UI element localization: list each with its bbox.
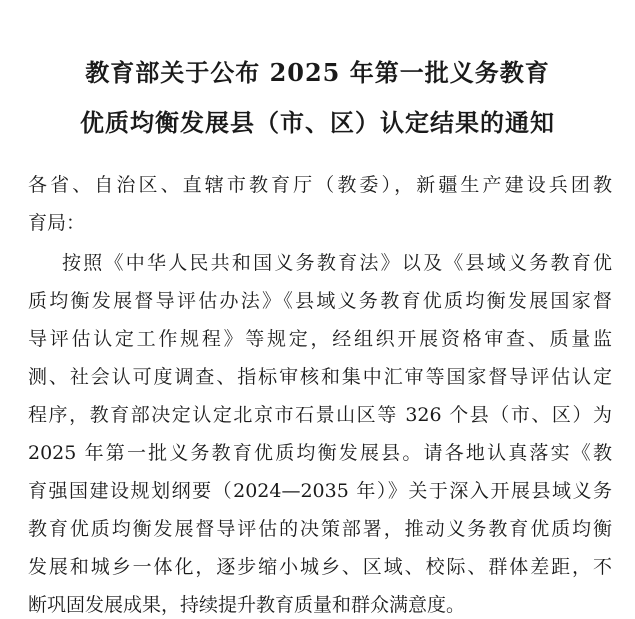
salutation-line-1: 各省、自治区、直辖市教育厅（教委），新疆生产建设兵团教 <box>28 174 612 196</box>
body-line: 测、社会认可度调查、指标审核和集中汇审等国家督导评估认定 <box>28 366 612 388</box>
body-line: 质均衡发展督导评估办法》《县域义务教育优质均衡发展国家督 <box>28 290 612 312</box>
body-line: 按照《中华人民共和国义务教育法》以及《县域义务教育优 <box>62 252 612 274</box>
body-line: 教育优质均衡发展督导评估的决策部署，推动义务教育优质均衡 <box>28 518 612 540</box>
body-line: 2025 年第一批义务教育优质均衡发展县。请各地认真落实《教 <box>28 442 612 464</box>
document-title-line-1: 教育部关于公布 2025 年第一批义务教育 <box>85 58 550 87</box>
body-line: 程序，教育部决定认定北京市石景山区等 326 个县（市、区）为 <box>28 404 612 426</box>
body-line: 发展和城乡一体化，逐步缩小城乡、区域、校际、群体差距，不 <box>28 556 612 578</box>
body-line: 断巩固发展成果，持续提升教育质量和群众满意度。 <box>28 594 466 616</box>
document-title-line-2: 优质均衡发展县（市、区）认定结果的通知 <box>80 108 555 137</box>
body-line: 育强国建设规划纲要（2024—2035 年）》关于深入开展县域义务 <box>28 480 612 502</box>
body-line: 导评估认定工作规程》等规定，经组织开展资格审查、质量监 <box>28 328 612 350</box>
salutation-line-2: 育局： <box>28 212 86 234</box>
